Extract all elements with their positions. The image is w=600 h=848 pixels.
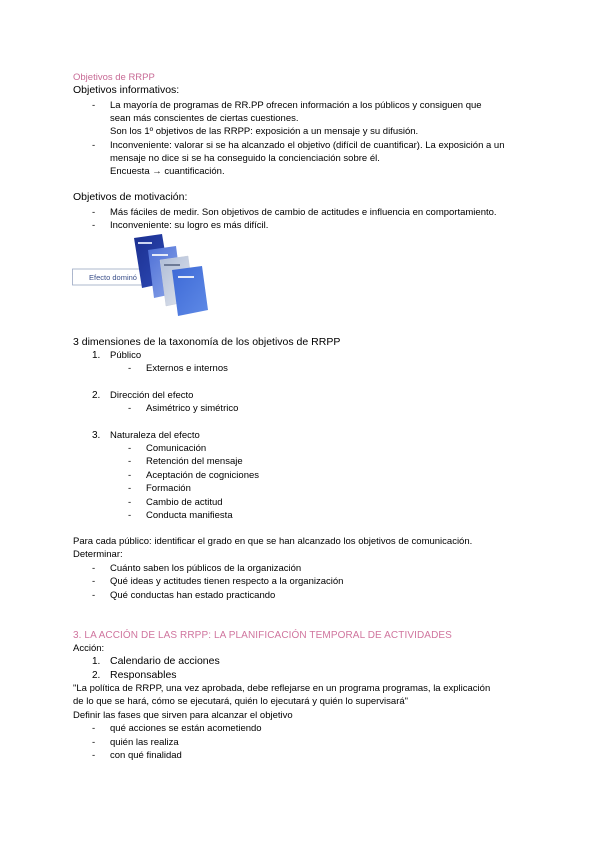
motivacion-b2: Inconveniente: su logro es más difícil. <box>110 220 269 231</box>
taxonomia-item-2: Dirección del efecto <box>110 390 194 401</box>
accion-label: Acción: <box>73 643 105 654</box>
bullet-dash: - <box>92 576 96 587</box>
bullet-dash: - <box>128 470 132 481</box>
taxonomia-item-1: Público <box>110 350 142 361</box>
fase-item: quién las realiza <box>110 737 179 748</box>
bullet-dash: - <box>92 100 96 111</box>
taxonomia-item-2-sub: Asimétrico y simétrico <box>146 403 239 414</box>
publico-item: Cuánto saben los públicos de la organización <box>110 563 302 574</box>
bullet-dash: - <box>92 140 96 151</box>
list-number: 3. <box>92 430 101 441</box>
list-number: 1. <box>92 350 101 361</box>
definir-line: Definir las fases que sirven para alcanzar el objetivo <box>73 710 293 721</box>
bullet-dash: - <box>92 207 96 218</box>
figure-label: Efecto dominó <box>89 273 137 282</box>
bullet-dash: - <box>128 497 132 508</box>
informativos-b1-line2: sean más conscientes de ciertas cuestiones. <box>110 113 299 124</box>
accion-item-2: Responsables <box>110 669 177 681</box>
quote-line2: de lo que se hará, cómo se ejecutará, quién lo ejecutará y quién lo supervisará" <box>73 696 409 707</box>
taxonomia-item-3-sub: Retención del mensaje <box>146 456 243 467</box>
publico-line1: Para cada público: identificar el grado en que se han alcanzado los objetivos de comunicación. <box>73 536 473 547</box>
heading-taxonomia: 3 dimensiones de la taxonomía de los objetivos de RRPP <box>73 336 341 348</box>
publico-line2: Determinar: <box>73 549 123 560</box>
bullet-dash: - <box>128 510 132 521</box>
bullet-dash: - <box>128 483 132 494</box>
list-number: 2. <box>92 670 101 681</box>
taxonomia-item-3-sub: Cambio de actitud <box>146 497 223 508</box>
bullet-dash: - <box>92 750 96 761</box>
domino-text-mark <box>164 264 180 266</box>
informativos-b1-line1: La mayoría de programas de RR.PP ofrecen información a los públicos y consiguen que <box>110 100 482 111</box>
taxonomia-item-3: Naturaleza del efecto <box>110 430 200 441</box>
domino-effect-figure <box>72 230 232 316</box>
bullet-dash: - <box>92 723 96 734</box>
list-number: 2. <box>92 390 101 401</box>
section-3-heading: 3. LA ACCIÓN DE LAS RRPP: LA PLANIFICACIÓN TEMPORAL DE ACTIVIDADES <box>73 630 452 641</box>
taxonomia-item-3-sub: Conducta manifiesta <box>146 510 233 521</box>
domino-text-mark <box>152 254 168 256</box>
bullet-dash: - <box>92 220 96 231</box>
informativos-b1-line3: Son los 1º objetivos de las RRPP: exposición a un mensaje y su difusión. <box>110 126 419 137</box>
taxonomia-item-1-sub: Externos e internos <box>146 363 228 374</box>
accion-item-1: Calendario de acciones <box>110 655 220 667</box>
motivacion-b1: Más fáciles de medir. Son objetivos de cambio de actitudes e influencia en comportamiento. <box>110 207 497 218</box>
bullet-dash: - <box>128 443 132 454</box>
quote-line1: "La política de RRPP, una vez aprobada, debe reflejarse en un programa programas, la explicación <box>73 683 491 694</box>
bullet-dash: - <box>92 563 96 574</box>
informativos-b2-line2: mensaje no dice si se ha conseguido la concienciación sobre él. <box>110 153 380 164</box>
informativos-b2-line1: Inconveniente: valorar si se ha alcanzado el objetivo (difícil de cuantificar). La exposición a un <box>110 140 505 151</box>
taxonomia-item-3-sub: Formación <box>146 483 191 494</box>
bullet-dash: - <box>128 363 132 374</box>
heading-motivacion: Objetivos de motivación: <box>73 191 188 203</box>
taxonomia-item-3-sub: Comunicación <box>146 443 207 454</box>
bullet-dash: - <box>128 403 132 414</box>
informativos-b2-line3: Encuesta → cuantificación. <box>110 166 225 177</box>
bullet-dash: - <box>128 456 132 467</box>
heading-informativos: Objetivos informativos: <box>73 84 180 96</box>
domino-text-mark <box>138 242 152 244</box>
domino-text-mark <box>178 276 194 278</box>
taxonomia-item-3-sub: Aceptación de cogniciones <box>146 470 260 481</box>
domino-block-4 <box>172 266 208 316</box>
fase-item: con qué finalidad <box>110 750 182 761</box>
bullet-dash: - <box>92 737 96 748</box>
list-number: 1. <box>92 656 101 667</box>
publico-item: Qué ideas y actitudes tienen respecto a la organización <box>110 576 344 587</box>
publico-item: Qué conductas han estado practicando <box>110 590 276 601</box>
fase-item: qué acciones se están acometiendo <box>110 723 262 734</box>
section-title-objetivos: Objetivos de RRPP <box>73 72 155 83</box>
bullet-dash: - <box>92 590 96 601</box>
